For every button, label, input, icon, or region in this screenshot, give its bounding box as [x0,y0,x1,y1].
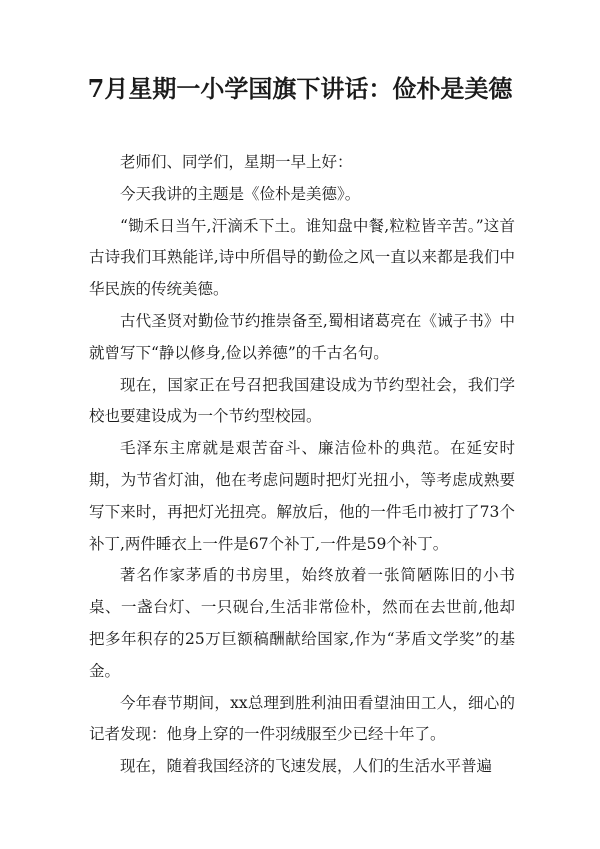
paragraph: “锄禾日当午,汗滴禾下土。谁知盘中餐,粒粒皆辛苦。”这首古诗我们耳熟能详,诗中所倡导的勤俭之风一直以来都是我们中华民族的传统美德。 [89,216,515,299]
paragraph: 今天我讲的主题是《俭朴是美德》。 [120,184,361,203]
paragraph: 现在，国家正在号召把我国建设成为节约型社会，我们学校也要建设成为一个节约型校园。 [89,375,515,426]
document-body [89,147,515,783]
document-title: 7月星期一小学国旗下讲话：俭朴是美德 [87,74,513,103]
paragraph: 毛泽东主席就是艰苦奋斗、廉洁俭朴的典范。在延安时期，为节省灯油，他在考虑问题时把灯光扭小，等考虑成熟要写下来时，再把灯光扭亮。解放后，他的一件毛巾被打了73个补丁,两件睡衣上一件是67个补丁,一件是59个补丁。 [89,439,515,553]
paragraph: 古代圣贤对勤俭节约推崇备至,蜀相诸葛亮在《诫子书》中就曾写下“静以修身,俭以养德”的千古名句。 [89,311,515,362]
paragraph: 现在，随着我国经济的飞速发展，人们的生活水平普遍 [120,757,493,776]
paragraph: 老师们、同学们，星期一早上好： [120,153,353,171]
paragraph: 今年春节期间，xx总理到胜利油田看望油田工人，细心的记者发现：他身上穿的一件羽绒服至少已经十年了。 [89,693,515,744]
paragraph: 著名作家茅盾的书房里，始终放着一张简陋陈旧的小书桌、一盏台灯、一只砚台,生活非常俭朴，然而在去世前,他却把多年积存的25万巨额稿酬献给国家,作为“茅盾文学奖”的基金。 [89,566,515,680]
